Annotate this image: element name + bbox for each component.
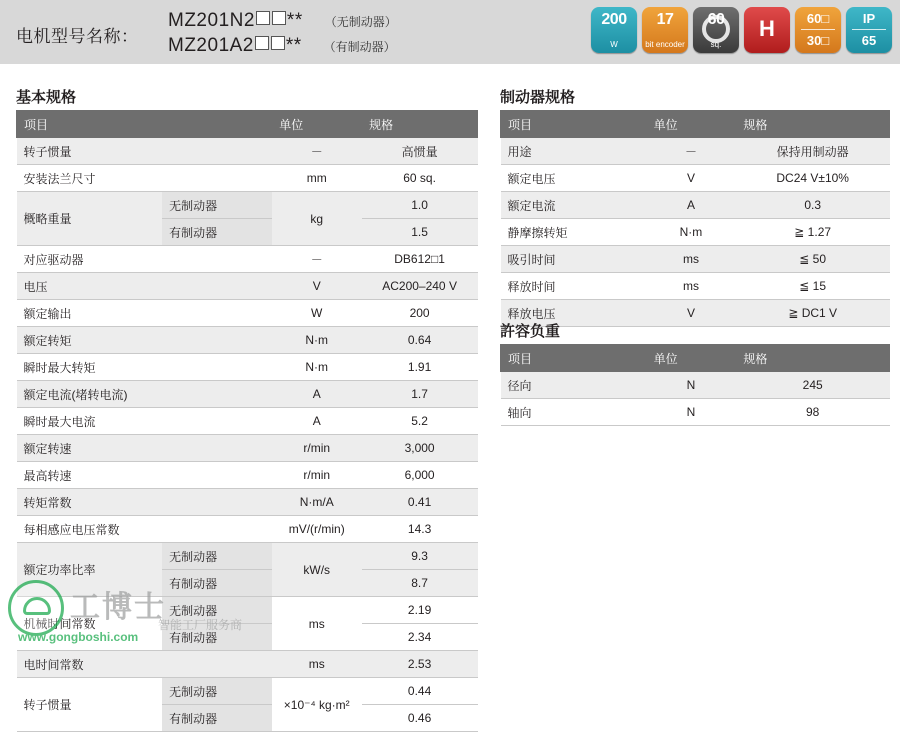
allowable-load-title: 許容负重: [500, 323, 561, 340]
cell-value: DB612□1: [362, 246, 478, 273]
cell-unit: －: [272, 246, 362, 273]
model-line-1: [168, 9, 397, 34]
cell-subitem: 有制动器: [162, 624, 272, 651]
table-row: [17, 246, 478, 273]
cell-unit: A: [646, 192, 736, 219]
cell-value: 1.5: [362, 219, 478, 246]
table-row: [17, 489, 478, 516]
cell-item: 每相感应电压常数: [17, 516, 272, 543]
cell-value: 1.7: [362, 381, 478, 408]
cell-subitem: 无制动器: [162, 678, 272, 705]
table-row: [17, 300, 478, 327]
cell-item: 额定电流: [501, 192, 647, 219]
table-row: [501, 192, 890, 219]
cell-unit: －: [272, 138, 362, 165]
encoder-badge-value: 17: [656, 11, 674, 28]
table-header-row: [17, 111, 478, 138]
table-row: [17, 165, 478, 192]
basic-spec-table: [16, 110, 478, 732]
table-row: [17, 597, 478, 624]
cell-item: 电时间常数: [17, 651, 272, 678]
cell-value: 14.3: [362, 516, 478, 543]
cell-item: 额定电压: [501, 165, 647, 192]
model-name-block: [168, 9, 397, 59]
cell-value: 1.0: [362, 192, 478, 219]
page-title: 电机型号名称：: [16, 27, 139, 46]
brake-badge-letter: H: [759, 16, 775, 41]
cell-value: 60 sq.: [362, 165, 478, 192]
cell-item: 瞬时最大电流: [17, 408, 272, 435]
rotation-badge: [693, 7, 739, 53]
flange-badge: [795, 7, 841, 53]
table-header-row: [501, 111, 890, 138]
cell-item: 机械时间常数: [17, 597, 163, 651]
rotation-badge-unit: sq.: [710, 40, 722, 49]
placeholder-box-icon: [271, 36, 285, 50]
cell-unit: N·m: [272, 354, 362, 381]
cell-value: 2.53: [362, 651, 478, 678]
cell-unit: W: [272, 300, 362, 327]
cell-value: 0.46: [362, 705, 478, 732]
cell-item: 吸引时间: [501, 246, 647, 273]
cell-item: 径向: [501, 372, 647, 399]
cell-unit: －: [646, 138, 736, 165]
watermark-url: www.gongboshi.com: [18, 630, 139, 644]
table-row: [17, 462, 478, 489]
cell-unit: N·m/A: [272, 489, 362, 516]
table-header-row: [501, 345, 890, 372]
cell-value: 2.19: [362, 597, 478, 624]
cell-unit: r/min: [272, 435, 362, 462]
cell-unit: ms: [272, 651, 362, 678]
cell-unit: ×10⁻⁴ kg·m²: [272, 678, 362, 732]
col-header-unit: 单位: [646, 345, 736, 372]
cell-value: 8.7: [362, 570, 478, 597]
badge-row: [591, 7, 892, 53]
table-row: [501, 372, 890, 399]
cell-unit: kW/s: [272, 543, 362, 597]
table-row: [17, 327, 478, 354]
cell-item: 用途: [501, 138, 647, 165]
cell-subitem: 无制动器: [162, 597, 272, 624]
cell-value: 2.34: [362, 624, 478, 651]
model-suffix-2: **: [285, 35, 302, 56]
cell-unit: r/min: [272, 462, 362, 489]
cell-value: 1.91: [362, 354, 478, 381]
model-note-2: （有制动器）: [323, 40, 396, 54]
table-row: [17, 138, 478, 165]
table-row: [17, 192, 478, 219]
cell-unit: mm: [272, 165, 362, 192]
col-header-spec: 规格: [736, 111, 890, 138]
cell-value: 高惯量: [362, 138, 478, 165]
cell-item: 释放时间: [501, 273, 647, 300]
table-row: [17, 408, 478, 435]
cell-subitem: 有制动器: [162, 570, 272, 597]
cell-value: 98: [736, 399, 890, 426]
brake-badge: [744, 7, 790, 53]
table-row: [501, 165, 890, 192]
cell-unit: N: [646, 399, 736, 426]
placeholder-box-icon: [255, 36, 269, 50]
cell-value: 9.3: [362, 543, 478, 570]
watermark-brand: 工博士: [70, 591, 166, 624]
brake-spec-table: [500, 110, 890, 327]
table-row: [501, 246, 890, 273]
cell-value: ≧ DC1 V: [736, 300, 890, 327]
ip-badge-bottom: 65: [861, 33, 877, 48]
model-code-1: MZ201N2: [168, 10, 255, 31]
flange-badge-bottom: 30□: [806, 33, 830, 48]
table-row: [17, 543, 478, 570]
placeholder-box-icon: [272, 11, 286, 25]
power-badge: [591, 7, 637, 53]
cell-unit: mV/(r/min): [272, 516, 362, 543]
table-row: [17, 435, 478, 462]
table-row: [17, 678, 478, 705]
cell-unit: ms: [646, 273, 736, 300]
brake-spec-title: 制动器规格: [500, 89, 576, 106]
col-header-unit: 单位: [646, 111, 736, 138]
table-row: [501, 273, 890, 300]
cell-value: 5.2: [362, 408, 478, 435]
cell-item: 转矩常数: [17, 489, 272, 516]
cell-item: 额定输出: [17, 300, 272, 327]
cell-unit: V: [646, 300, 736, 327]
model-suffix-1: **: [286, 10, 303, 31]
col-header-item: 项目: [17, 111, 272, 138]
cell-value: 0.64: [362, 327, 478, 354]
ip-badge-top: IP: [862, 11, 876, 26]
cell-subitem: 有制动器: [162, 705, 272, 732]
cell-unit: kg: [272, 192, 362, 246]
placeholder-box-icon: [256, 11, 270, 25]
col-header-item: 项目: [501, 345, 647, 372]
cell-item: 额定转速: [17, 435, 272, 462]
cell-unit: N: [646, 372, 736, 399]
col-header-spec: 规格: [362, 111, 478, 138]
cell-subitem: 无制动器: [162, 192, 272, 219]
cell-item: 转子惯量: [17, 138, 272, 165]
cell-unit: ms: [272, 597, 362, 651]
cell-item: 最高转速: [17, 462, 272, 489]
page-header: [0, 0, 900, 64]
table-row: [17, 354, 478, 381]
table-row: [501, 399, 890, 426]
watermark-tagline: 智能工厂服务商: [158, 618, 243, 632]
table-row: [501, 138, 890, 165]
cell-value: 保持用制动器: [736, 138, 890, 165]
allowable-load-table: [500, 344, 890, 426]
cell-unit: ms: [646, 246, 736, 273]
table-row: [17, 381, 478, 408]
cell-item: 额定功率比率: [17, 543, 163, 597]
cell-item: 安装法兰尺寸: [17, 165, 272, 192]
badge-divider: [801, 29, 835, 30]
cell-unit: V: [646, 165, 736, 192]
col-header-unit: 单位: [272, 111, 362, 138]
model-code-2: MZ201A2: [168, 35, 254, 56]
cell-subitem: 有制动器: [162, 219, 272, 246]
model-note-1: （无制动器）: [324, 15, 397, 29]
cell-unit: N·m: [646, 219, 736, 246]
cell-subitem: 无制动器: [162, 543, 272, 570]
cell-value: 200: [362, 300, 478, 327]
rotation-badge-value: 60: [707, 11, 725, 28]
badge-divider: [852, 29, 886, 30]
table-row: [17, 651, 478, 678]
cell-item: 对应驱动器: [17, 246, 272, 273]
cell-unit: A: [272, 381, 362, 408]
cell-item: 概略重量: [17, 192, 163, 246]
cell-value: 6,000: [362, 462, 478, 489]
model-line-2: [168, 34, 397, 59]
table-row: [17, 516, 478, 543]
table-row: [501, 219, 890, 246]
cell-value: AC200–240 V: [362, 273, 478, 300]
encoder-badge-unit: bit encoder: [645, 40, 685, 49]
ip-badge: [846, 7, 892, 53]
cell-value: 0.41: [362, 489, 478, 516]
cell-value: ≧ 1.27: [736, 219, 890, 246]
col-header-spec: 规格: [736, 345, 890, 372]
cell-item: 静摩擦转矩: [501, 219, 647, 246]
cell-item: 额定电流(堵转电流): [17, 381, 272, 408]
cell-item: 转子惯量: [17, 678, 163, 732]
cell-value: 0.44: [362, 678, 478, 705]
power-badge-unit: W: [610, 40, 618, 49]
encoder-badge: [642, 7, 688, 53]
cell-value: ≦ 15: [736, 273, 890, 300]
cell-unit: N·m: [272, 327, 362, 354]
basic-spec-title: 基本规格: [16, 89, 77, 106]
power-badge-value: 200: [601, 11, 627, 28]
cell-value: 0.3: [736, 192, 890, 219]
cell-item: 释放电压: [501, 300, 647, 327]
table-row: [17, 273, 478, 300]
cell-item: 瞬时最大转矩: [17, 354, 272, 381]
col-header-item: 项目: [501, 111, 647, 138]
cell-item: 电压: [17, 273, 272, 300]
cell-value: 245: [736, 372, 890, 399]
cell-value: 3,000: [362, 435, 478, 462]
cell-unit: A: [272, 408, 362, 435]
cell-item: 额定转矩: [17, 327, 272, 354]
cell-unit: V: [272, 273, 362, 300]
flange-badge-top: 60□: [806, 11, 830, 26]
cell-value: ≦ 50: [736, 246, 890, 273]
cell-value: DC24 V±10%: [736, 165, 890, 192]
cell-item: 轴向: [501, 399, 647, 426]
